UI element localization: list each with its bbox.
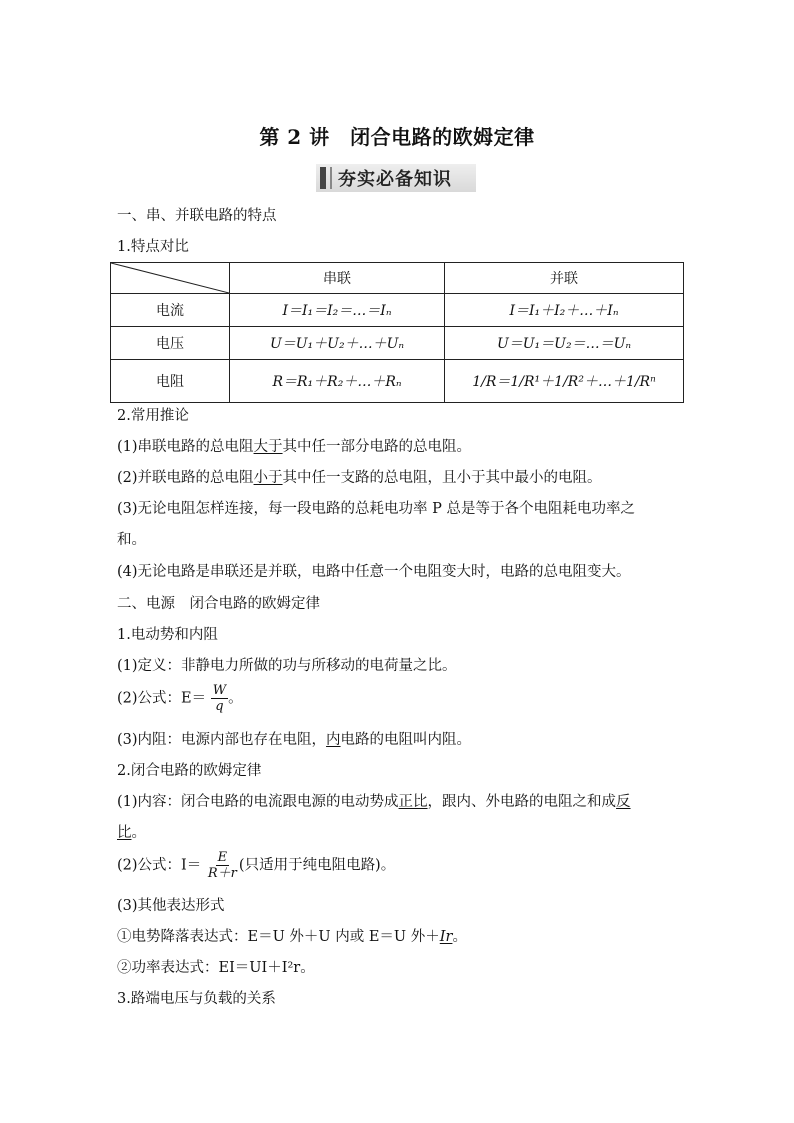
- list-item-continuation: [117, 823, 146, 843]
- row-label-current: 电流: [111, 294, 230, 327]
- list-item: (4)无论电路是串联还是并联，电路中任意一个电阻变大时，电路的总电阻变大。: [117, 564, 631, 580]
- section-heading: 二、电源 闭合电路的欧姆定律: [117, 596, 320, 612]
- underlined-answer: 正比: [398, 794, 428, 810]
- underlined-answer: 内: [326, 732, 341, 748]
- underlined-answer: 比: [117, 825, 132, 841]
- item-text: 。: [452, 929, 467, 945]
- table-row: [111, 360, 684, 403]
- row-label-voltage: 电压: [111, 327, 230, 360]
- fraction-denominator: q: [215, 699, 224, 714]
- item-text: ，跟内、外电路的电阻之和成: [427, 794, 617, 810]
- item-text: (只适用于纯电阻电路)。: [238, 857, 396, 874]
- list-item: [117, 927, 467, 947]
- banner-bar-icon: [320, 167, 326, 189]
- list-item: (3)无论电阻怎样连接，每一段电路的总耗电功率 P 总是等于各个电阻耗电功率之: [117, 501, 636, 517]
- diagonal-cell: [111, 263, 230, 294]
- item-text: (1)内容：闭合电路的电流跟电源的电动势成: [117, 794, 399, 810]
- item-text: 其中任一部分电路的总电阻。: [282, 439, 472, 455]
- list-item: [117, 792, 631, 812]
- list-item: ②功率表达式：EI＝UI＋I²r。: [117, 960, 315, 976]
- page-title: 第 2 讲 闭合电路的欧姆定律: [259, 125, 535, 149]
- section-heading: 一、串、并联电路的特点: [117, 208, 277, 224]
- item-text: 电路的电阻叫内阻。: [340, 732, 472, 748]
- subheading: 1.电动势和内阻: [117, 627, 218, 643]
- list-item: [117, 468, 602, 488]
- item-text: (1)串联电路的总电阻: [117, 439, 254, 455]
- item-text: (2)公式：E＝: [117, 690, 207, 707]
- list-item: [117, 730, 471, 750]
- item-text: 其中任一支路的总电阻，且小于其中最小的电阻。: [282, 470, 602, 486]
- row-label-resistance: 电阻: [111, 360, 230, 403]
- header-parallel: 并联: [445, 263, 684, 294]
- item-text: (2)公式：I＝: [117, 857, 202, 874]
- list-item: [117, 683, 243, 714]
- item-text: 。: [228, 690, 243, 707]
- section-banner: [316, 164, 476, 192]
- voltage-parallel-cell: U＝U₁＝U₂＝…＝Uₙ: [445, 327, 684, 360]
- item-text: 。: [131, 825, 146, 841]
- header-series: 串联: [230, 263, 445, 294]
- item-text: (3)内阻：电源内部也存在电阻，: [117, 732, 327, 748]
- item-text: (2)并联电路的总电阻: [117, 470, 254, 486]
- subheading: 2.闭合电路的欧姆定律: [117, 763, 262, 779]
- table-row: [111, 263, 684, 294]
- table-row: [111, 294, 684, 327]
- emf-fraction: [211, 683, 228, 714]
- current-parallel-cell: I＝I₁＋I₂＋…＋Iₙ: [445, 294, 684, 327]
- ohm-law-fraction: [206, 850, 239, 881]
- list-item-continuation: 和。: [117, 532, 146, 548]
- resistance-parallel-cell: 1/R＝1/R¹＋1/R²＋…＋1/Rⁿ: [445, 360, 684, 403]
- subheading: 2.常用推论: [117, 408, 189, 424]
- subheading: 3.路端电压与负载的关系: [117, 991, 276, 1007]
- list-item: (3)其他表达形式: [117, 898, 225, 914]
- fraction-numerator: E: [217, 850, 228, 865]
- comparison-table: [110, 262, 684, 403]
- voltage-series-cell: U＝U₁＋U₂＋…＋Uₙ: [230, 327, 445, 360]
- fraction-numerator: W: [212, 683, 227, 698]
- underlined-answer: 反: [616, 794, 631, 810]
- underlined-answer: Ir: [439, 929, 453, 945]
- subheading: 1.特点对比: [117, 239, 189, 255]
- current-series-cell: I＝I₁＝I₂＝…＝Iₙ: [230, 294, 445, 327]
- list-item: [117, 850, 395, 881]
- table-row: [111, 327, 684, 360]
- list-item: (1)定义：非静电力所做的功与所移动的电荷量之比。: [117, 658, 457, 674]
- item-text: ①电势降落表达式：E＝U 外＋U 内或 E＝U 外＋: [117, 929, 440, 945]
- resistance-series-cell: R＝R₁＋R₂＋…＋Rₙ: [230, 360, 445, 403]
- list-item: [117, 437, 471, 457]
- banner-label: 夯实必备知识: [338, 169, 452, 190]
- fraction-denominator: R＋r: [207, 866, 237, 881]
- underlined-answer: 大于: [253, 439, 283, 455]
- underlined-answer: 小于: [253, 470, 283, 486]
- banner-thin-bar-icon: [330, 167, 332, 189]
